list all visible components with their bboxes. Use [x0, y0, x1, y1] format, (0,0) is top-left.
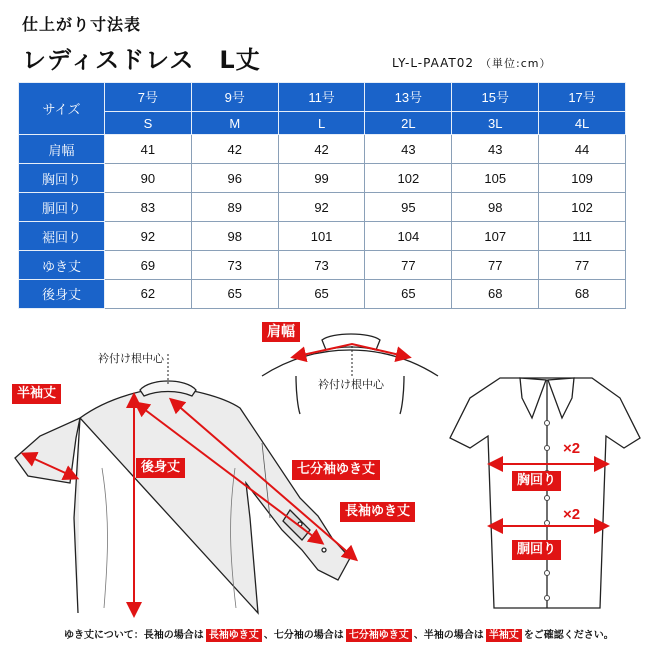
table-row [19, 251, 626, 280]
table-cell: 90 [105, 164, 192, 193]
size-number-cell: 17号 [539, 83, 626, 112]
product-code-text: LY-L-PAAT02 [392, 56, 475, 70]
chest-multiplier: ×2 [563, 440, 581, 457]
back-length-tag: 後身丈 [136, 458, 185, 478]
size-letter-cell: 4L [539, 111, 626, 134]
table-cell: 95 [365, 193, 452, 222]
table-cell: 73 [278, 251, 365, 280]
table-cell: 41 [105, 135, 192, 164]
table-cell: 68 [452, 279, 539, 308]
table-cell: 69 [105, 251, 192, 280]
note-half-sleeve-tag: 半袖丈 [486, 629, 522, 642]
note-three-quarter-tag: 七分袖ゆき丈 [346, 629, 412, 642]
table-cell: 102 [365, 164, 452, 193]
size-number-cell: 13号 [365, 83, 452, 112]
size-label-cell: サイズ [19, 83, 105, 135]
table-cell: 42 [278, 135, 365, 164]
product-title: レディスドレス L丈 [22, 46, 261, 74]
table-row [19, 222, 626, 251]
table-cell: 105 [452, 164, 539, 193]
table-cell: 62 [105, 279, 192, 308]
shoulder-detail [262, 334, 438, 414]
note-text: 、半袖の場合は [413, 630, 484, 641]
collar-center-label-right: 衿付け根中心 [318, 378, 384, 391]
size-number-cell: 9号 [191, 83, 278, 112]
product-code [392, 55, 552, 71]
table-cell: 99 [278, 164, 365, 193]
table-cell: 65 [191, 279, 278, 308]
table-cell: 109 [539, 164, 626, 193]
row-label: 肩幅 [19, 135, 105, 164]
chest-tag: 胸回り [512, 471, 561, 491]
table-cell: 42 [191, 135, 278, 164]
waist-multiplier: ×2 [563, 506, 581, 523]
row-label: 後身丈 [19, 279, 105, 308]
shoulder-width-tag: 肩幅 [262, 322, 300, 342]
table-cell: 83 [105, 193, 192, 222]
table-cell: 102 [539, 193, 626, 222]
note-text: 、七分袖の場合は [263, 630, 344, 641]
size-table [18, 82, 626, 309]
table-cell: 89 [191, 193, 278, 222]
three-quarter-sleeve-tag: 七分袖ゆき丈 [292, 460, 380, 480]
table-cell: 65 [278, 279, 365, 308]
row-label: 胴回り [19, 193, 105, 222]
table-cell: 43 [452, 135, 539, 164]
table-cell: 92 [278, 193, 365, 222]
table-row [19, 193, 626, 222]
size-header-row [19, 83, 626, 112]
table-cell: 92 [105, 222, 192, 251]
size-number-cell: 11号 [278, 83, 365, 112]
table-cell: 73 [191, 251, 278, 280]
size-letter-cell: M [191, 111, 278, 134]
row-label: 裾回り [19, 222, 105, 251]
table-row [19, 135, 626, 164]
note-text: をご確認ください。 [523, 630, 614, 641]
page-heading: 仕上がり寸法表 [22, 15, 142, 34]
table-cell: 107 [452, 222, 539, 251]
size-number-cell: 15号 [452, 83, 539, 112]
table-row [19, 279, 626, 308]
table-cell: 101 [278, 222, 365, 251]
collar-center-label-left: 衿付け根中心 [98, 352, 164, 365]
table-cell: 104 [365, 222, 452, 251]
back-view-shirt [15, 381, 350, 613]
sleeve-length-note [64, 628, 614, 644]
size-number-cell: 7号 [105, 83, 192, 112]
table-cell: 65 [365, 279, 452, 308]
size-letter-cell: L [278, 111, 365, 134]
table-cell: 98 [191, 222, 278, 251]
table-cell: 77 [539, 251, 626, 280]
waist-tag: 胴回り [512, 540, 561, 560]
table-cell: 43 [365, 135, 452, 164]
table-cell: 77 [452, 251, 539, 280]
half-sleeve-tag: 半袖丈 [12, 384, 61, 404]
table-cell: 77 [365, 251, 452, 280]
size-letter-cell: 2L [365, 111, 452, 134]
note-long-sleeve-tag: 長袖ゆき丈 [206, 629, 262, 642]
table-cell: 96 [191, 164, 278, 193]
table-cell: 44 [539, 135, 626, 164]
table-cell: 111 [539, 222, 626, 251]
table-row [19, 164, 626, 193]
row-label: 胸回り [19, 164, 105, 193]
row-label: ゆき丈 [19, 251, 105, 280]
table-cell: 98 [452, 193, 539, 222]
note-text: ゆき丈について：長袖の場合は [64, 630, 204, 641]
measurement-diagram [0, 318, 650, 628]
long-sleeve-tag: 長袖ゆき丈 [340, 502, 415, 522]
unit-label: （単位:cm） [480, 57, 552, 70]
size-letter-cell: 3L [452, 111, 539, 134]
size-letter-row [19, 111, 626, 134]
table-cell: 68 [539, 279, 626, 308]
size-letter-cell: S [105, 111, 192, 134]
